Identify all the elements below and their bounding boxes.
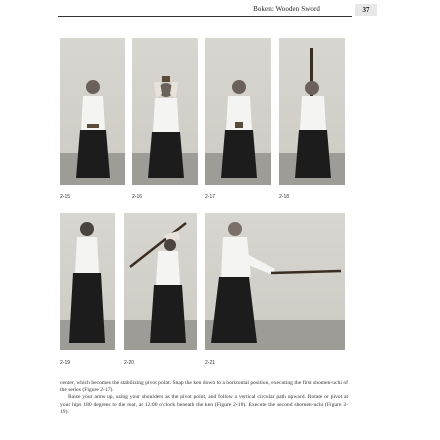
paragraph-2: Raise your arms up, using your shoulders as the pivot point, and follow a vertical circular path upward. Rotate or pivot at your hips 180 degrees to the rear, at 12:00 o'clock beneath the ken (Figure 2-18). Execute the second shomen-uchi (Figure 2-19).	[60, 394, 348, 415]
running-head: Boken: Wooden Sword	[253, 5, 320, 13]
photo-2-17	[205, 38, 271, 185]
figure-illustration	[205, 213, 345, 350]
photo-2-21	[205, 213, 345, 350]
caption-2-21: 2-21	[205, 360, 216, 366]
page-number: 37	[355, 4, 377, 16]
header-rule	[58, 16, 352, 17]
photo-2-16	[132, 38, 198, 185]
body-text	[60, 380, 348, 416]
photo-2-20	[124, 213, 197, 350]
figure-illustration	[60, 38, 125, 185]
caption-2-17: 2-17	[205, 194, 216, 200]
caption-2-19: 2-19	[60, 360, 71, 366]
photo-2-15	[60, 38, 125, 185]
photo-2-18	[279, 38, 345, 185]
caption-2-15: 2-15	[60, 194, 71, 200]
paragraph-1: center, which becomes the stabilizing pivot point. Snap the ken down to a horizontal position, executing the first shomen-uchi of the series (Figure 2-17).	[60, 380, 348, 394]
figure-illustration	[60, 213, 115, 350]
figure-illustration	[279, 38, 345, 185]
photo-2-19	[60, 213, 115, 350]
figure-illustration	[132, 38, 198, 185]
figure-illustration	[124, 213, 197, 350]
caption-2-16: 2-16	[132, 194, 143, 200]
figure-illustration	[205, 38, 271, 185]
caption-2-18: 2-18	[279, 194, 290, 200]
caption-2-20: 2-20	[124, 360, 135, 366]
